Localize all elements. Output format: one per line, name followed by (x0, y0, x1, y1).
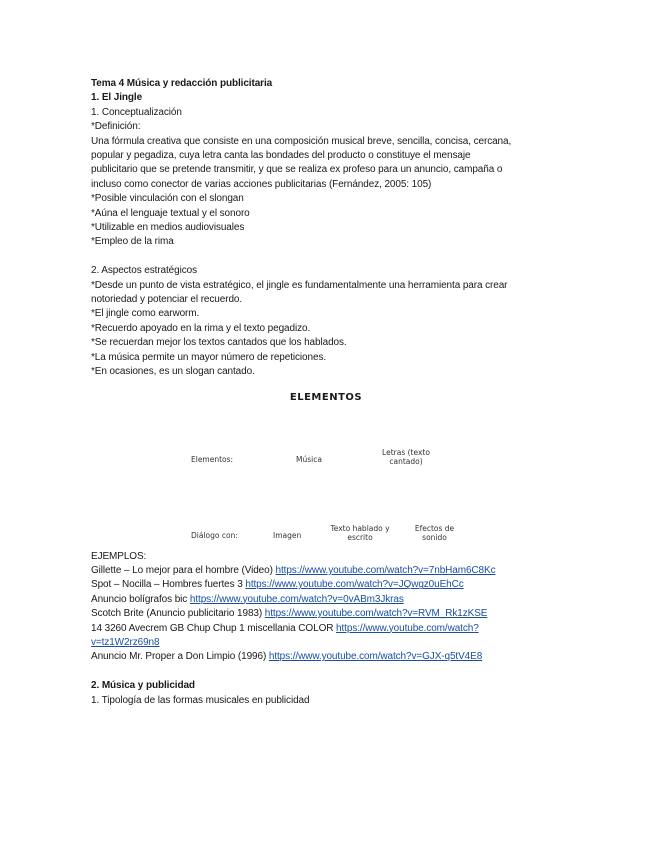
ejemplos-label: EJEMPLOS: (91, 550, 147, 562)
diagram-label-dialogo: Diálogo con: (191, 530, 238, 540)
diagram-item-efectos: Efectos de sonido (414, 523, 455, 542)
ejemplo-link[interactable]: https://www.youtube.com/watch?v=7nbHam6C8Kc (275, 564, 496, 576)
ejemplo-link[interactable]: https://www.youtube.com/watch?v=JQwgz0uEhCc (245, 579, 464, 591)
diagram-item-musica: Música (296, 454, 322, 464)
document-page (91, 77, 571, 708)
bullet-item: *Utilizable en medios audiovisuales (91, 222, 245, 234)
ejemplo-link[interactable]: https://www.youtube.com/watch?v=RVM_Rk1zKSE (264, 608, 488, 620)
ejemplo-item: Anuncio bolígrafos bic https://www.youtube.com/watch?v=0vABm3Jkras (91, 593, 404, 605)
bullet-item: *Empleo de la rima (91, 236, 174, 248)
bullet-item: *La música permite un mayor número de repeticiones. (91, 351, 327, 363)
diagram-label-elementos: Elementos: (191, 454, 234, 464)
diagram-item-letras: Letras (texto cantado) (382, 447, 430, 466)
bullet-item: *En ocasiones, es un slogan cantado. (91, 366, 255, 378)
diagram-item-imagen: Imagen (273, 530, 302, 540)
ejemplo-item: Anuncio Mr. Proper a Don Limpio (1996) https://www.youtube.com/watch?v=GJX-q5tV4E8 (91, 651, 483, 663)
subsection-conceptualizacion: 1. Conceptualización (91, 106, 182, 118)
ejemplo-item: Scotch Brite (Anuncio publicitario 1983) https://www.youtube.com/watch?v=RVM_Rk1zKSE (91, 608, 488, 620)
section-heading-jingle: 1. El Jingle (91, 92, 143, 104)
ejemplo-link[interactable]: https://www.youtube.com/watch?v=0vABm3Jkras (189, 593, 404, 605)
diagram-item-texto-hablado: Texto hablado y escrito (330, 523, 390, 542)
ejemplo-link[interactable]: https://www.youtube.com/watch? (336, 622, 479, 634)
subsection-aspectos: 2. Aspectos estratégicos (91, 265, 197, 277)
bullet-item: *Posible vinculación con el slongan (91, 193, 244, 205)
ejemplo-item: Spot – Nocilla – Hombres fuertes 3 https://www.youtube.com/watch?v=JQwgz0uEhCc (91, 579, 464, 591)
bullet-item: *El jingle como earworm. (91, 308, 200, 320)
diagram-title: ELEMENTOS (289, 391, 363, 403)
document-title: Tema 4 Música y redacción publicitaria (91, 78, 273, 89)
bullet-item: notoriedad y potenciar el recuerdo. (91, 294, 243, 306)
bullet-item: *Desde un punto de vista estratégico, el jingle es fundamentalmente una herramienta para crear (91, 279, 508, 291)
definicion-label: *Definición: (91, 121, 141, 133)
bullet-item: *Se recuerdan mejor los textos cantados que los hablados. (91, 337, 347, 349)
ejemplo-item: 14 3260 Avecrem GB Chup Chup 1 miscellania COLOR https://www.youtube.com/watch? (91, 622, 479, 634)
definicion-text: Una fórmula creativa que consiste en una composición musical breve, sencilla, concisa, cercana, (91, 135, 512, 147)
bullet-item: *Aúna el lenguaje textual y el sonoro (91, 207, 250, 219)
elementos-diagram (91, 380, 571, 548)
ejemplo-item-continued (91, 636, 571, 650)
definicion-text: popular y pegadiza, cuya letra canta las bondades del producto o constituye el mensaje (91, 150, 471, 162)
bullet-item: *Recuerdo apoyado en la rima y el texto pegadizo. (91, 322, 311, 334)
definicion-text: incluso como conector de varias acciones publicitarias (Fernández, 2005: 105) (91, 178, 432, 190)
section-heading-musica-publicidad: 2. Música y publicidad (91, 680, 195, 692)
subsection-tipologia: 1. Tipología de las formas musicales en publicidad (91, 694, 310, 706)
ejemplo-link[interactable]: v=tz1W2rz69n8 (91, 636, 160, 648)
definicion-text: publicitario que se pretende transmitir, y que se realiza ex profeso para un anuncio, campaña o (91, 164, 503, 176)
ejemplo-item: Gillette – Lo mejor para el hombre (Video) https://www.youtube.com/watch?v=7nbHam6C8Kc (91, 564, 496, 576)
ejemplo-link[interactable]: https://www.youtube.com/watch?v=GJX-q5tV4E8 (268, 651, 483, 663)
